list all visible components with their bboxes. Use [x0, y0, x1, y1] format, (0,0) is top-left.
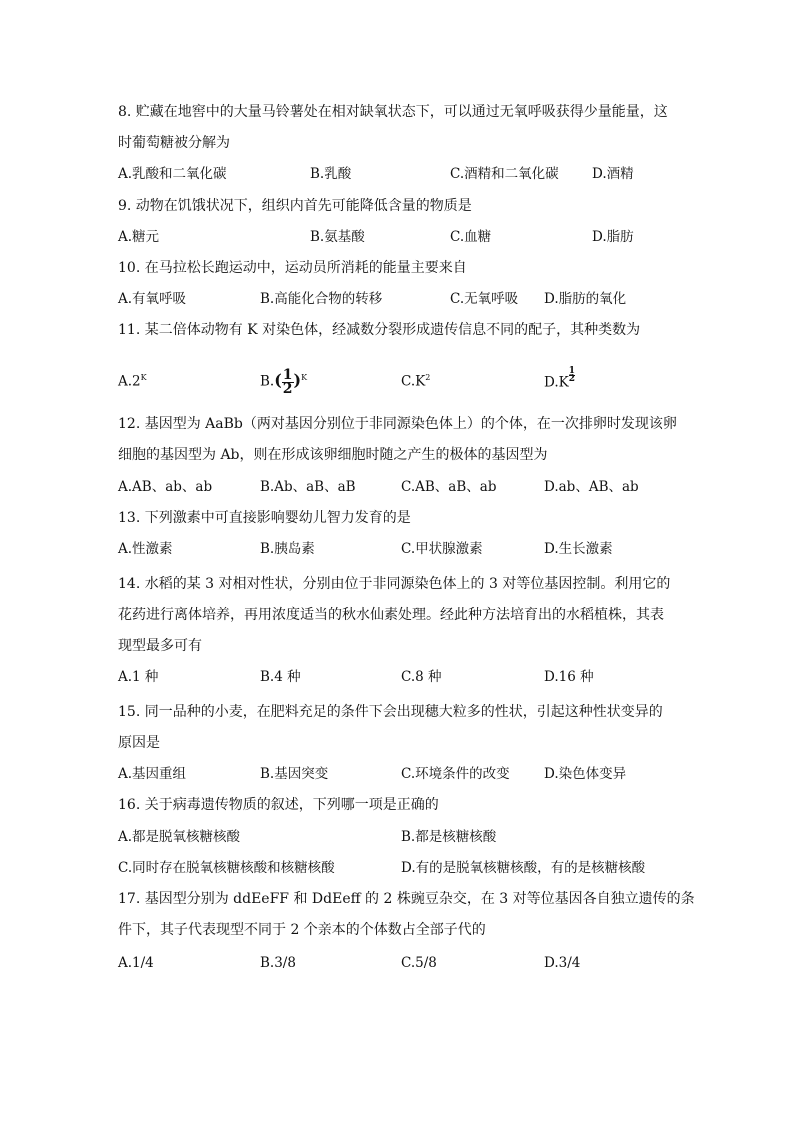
q15-stem-line2: 原因是 [118, 735, 160, 751]
q14-option-c: C.8 种 [401, 669, 442, 685]
q9-option-a: A.糖元 [118, 229, 160, 245]
q8-option-d: D.酒精 [592, 166, 634, 182]
q12-option-a: A.AB、ab、ab [118, 479, 213, 495]
q17-stem-line1: 17. 基因型分别为 ddEeFF 和 DdEeff 的 2 株豌豆杂交，在 3 对等位基因各自独立遗传的条 [118, 891, 695, 907]
q11-d-base: D.K [544, 374, 569, 391]
q10-option-b: B.高能化合物的转移 [260, 291, 383, 307]
q13-option-d: D.生长激素 [544, 541, 613, 557]
q17-option-c: C.5/8 [401, 955, 437, 971]
q11-a-base: A.2 [118, 373, 141, 390]
q13-option-b: B.胰岛素 [260, 541, 315, 557]
q8-stem-line2: 时葡萄糖被分解为 [118, 135, 230, 151]
q10-option-a: A.有氧呼吸 [118, 291, 187, 307]
q10-option-d: D.脂肪的氧化 [544, 291, 627, 307]
q13-stem: 13. 下列激素中可直接影响婴幼儿智力发育的是 [118, 510, 411, 526]
q13-option-c: C.甲状腺激素 [401, 541, 483, 557]
q11-c-exponent: 2 [425, 373, 431, 382]
q11-option-d [544, 368, 575, 393]
q14-stem-line2: 花药进行离体培养，再用浓度适当的秋水仙素处理。经此种方法培育出的水稻植株，其表 [118, 607, 664, 623]
q8-option-a: A.乳酸和二氧化碳 [118, 166, 227, 182]
q14-option-b: B.4 种 [260, 669, 301, 685]
q15-option-d: D.染色体变异 [544, 766, 627, 782]
q11-stem: 11. 某二倍体动物有 K 对染色体，经减数分裂形成遗传信息不同的配子，其种类数为 [118, 322, 641, 338]
q15-option-a: A.基因重组 [118, 766, 187, 782]
q13-option-a: A.性激素 [118, 541, 173, 557]
q9-option-c: C.血糖 [450, 229, 492, 245]
q11-b-exponent: K [301, 373, 308, 382]
q17-option-b: B.3/8 [260, 955, 296, 971]
q10-stem: 10. 在马拉松长跑运动中，运动员所消耗的能量主要来自 [118, 260, 467, 276]
q14-option-d: D.16 种 [544, 669, 594, 685]
q11-b-prefix: B. [260, 373, 275, 390]
q12-option-c: C.AB、aB、ab [401, 479, 497, 495]
q9-stem: 9. 动物在饥饿状况下，组织内首先可能降低含量的物质是 [118, 198, 472, 214]
q11-c-base: C.K [401, 373, 426, 390]
q17-stem-line2: 件下，其子代表现型不同于 2 个亲本的个体数占全部子代的 [118, 922, 486, 938]
q10-option-c: C.无氧呼吸 [450, 291, 519, 307]
q9-option-d: D.脂肪 [592, 229, 634, 245]
q15-option-c: C.环境条件的改变 [401, 766, 510, 782]
q14-stem-line3: 现型最多可有 [118, 638, 202, 654]
q11-option-b: B.( $\frac{1}{2}$ )$^K$ [260, 366, 308, 397]
q11-option-c [401, 368, 430, 392]
q8-option-c: C.酒精和二氧化碳 [450, 166, 559, 182]
q11-a-exponent: K [140, 373, 147, 382]
q12-option-d: D.ab、AB、ab [544, 479, 639, 495]
q15-option-b: B.基因突变 [260, 766, 329, 782]
q14-stem-line1: 14. 水稻的某 3 对相对性状，分别由位于非同源染色体上的 3 对等位基因控制。利用它的 [118, 576, 671, 592]
q16-stem: 16. 关于病毒遗传物质的叙述，下列哪一项是正确的 [118, 797, 439, 813]
q16-option-d: D.有的是脱氧核糖核酸，有的是核糖核酸 [401, 860, 646, 876]
q9-option-b: B.氨基酸 [310, 229, 365, 245]
q14-option-a: A.1 种 [118, 669, 159, 685]
q12-option-b: B.Ab、aB、aB [260, 479, 356, 495]
q11-d-exponent-fraction: $\frac{1}{2}$ [568, 366, 575, 384]
q8-stem-line1: 8. 贮藏在地窖中的大量马铃薯处在相对缺氧状态下，可以通过无氧呼吸获得少量能量，这 [118, 104, 668, 120]
q16-option-c: C.同时存在脱氧核糖核酸和核糖核酸 [118, 860, 335, 876]
q12-stem-line2: 细胞的基因型为 Ab，则在形成该卵细胞时随之产生的极体的基因型为 [118, 447, 548, 463]
q8-option-b: B.乳酸 [310, 166, 352, 182]
q11-option-a [118, 368, 147, 392]
q11-b-fraction: $\frac{1}{2}$ [282, 366, 293, 397]
q17-option-a: A.1/4 [118, 955, 154, 971]
q17-option-d: D.3/4 [544, 955, 581, 971]
q15-stem-line1: 15. 同一品种的小麦，在肥料充足的条件下会出现穗大粒多的性状，引起这种性状变异的 [118, 704, 663, 720]
q16-option-a: A.都是脱氧核糖核酸 [118, 829, 241, 845]
q12-stem-line1: 12. 基因型为 AaBb（两对基因分别位于非同源染色体上）的个体，在一次排卵时发现该卵 [118, 416, 677, 432]
q16-option-b: B.都是核糖核酸 [401, 829, 497, 845]
